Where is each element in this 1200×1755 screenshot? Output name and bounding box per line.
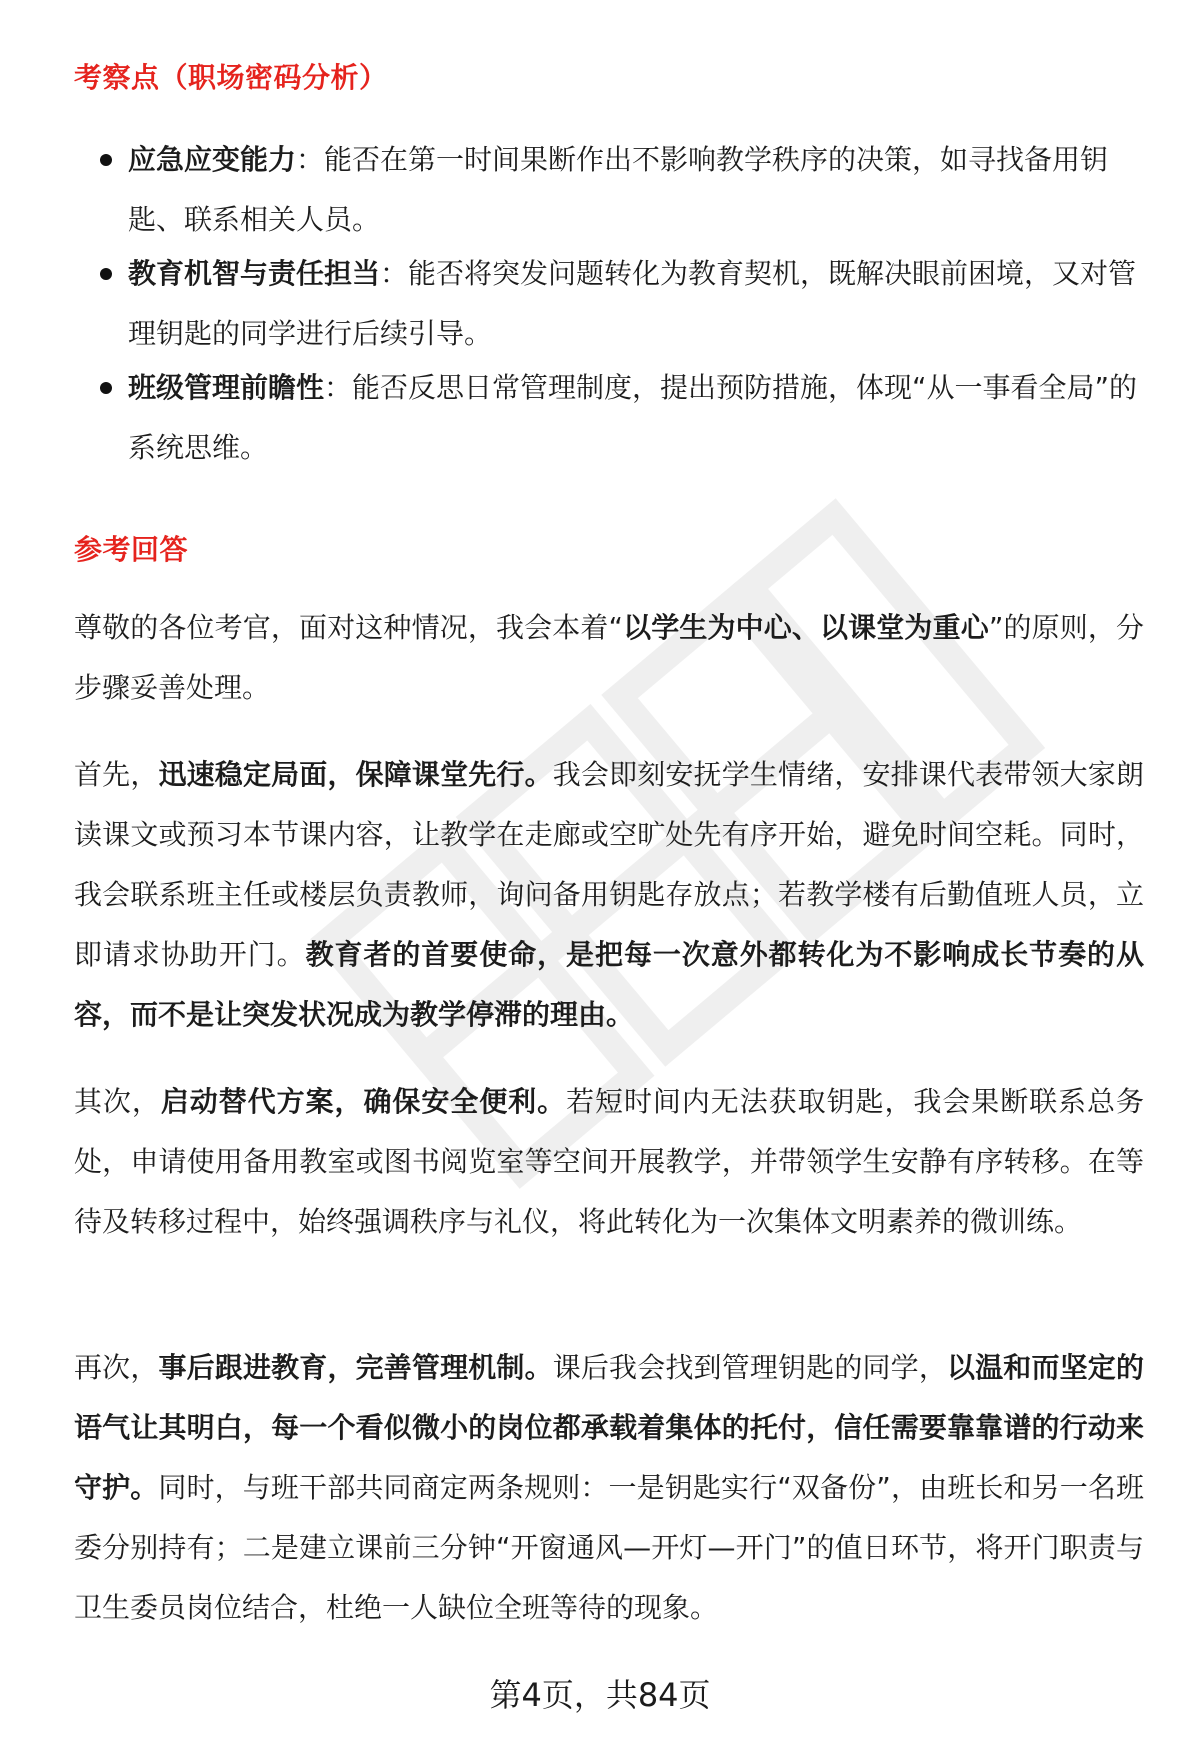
list-item <box>74 130 1144 250</box>
bullet-text: ：能否将突发问题转化为教育契机，既解决眼前困境，又对管理钥匙的同学进行后续引导。 <box>128 257 1137 350</box>
bold-text-run: 以温和而坚定的语气让其明白，每一个看似微小的岗位都承载着集体的托付，信任需要靠靠谱的行动来守护。 <box>74 1351 1144 1504</box>
text-run: ”的原则，分步骤妥善处理。 <box>74 611 1144 704</box>
text-run: 尊敬的各位考官，面对这种情况，我会本着“ <box>74 611 623 644</box>
bullet-term: 班级管理前瞻性 <box>128 371 325 404</box>
bold-text-run: 迅速稳定局面，保障课堂先行。 <box>158 758 553 791</box>
bullet-text: ：能否反思日常管理制度，提出预防措施，体现“从一事看全局”的系统思维。 <box>128 371 1138 464</box>
list-item <box>74 244 1144 364</box>
list-item <box>74 358 1144 478</box>
answer-paragraph-intro <box>74 598 1144 718</box>
bold-text-run: 以学生为中心、以课堂为重心 <box>623 611 989 644</box>
exam-points-heading: 考察点（职场密码分析） <box>74 61 388 94</box>
text-run: 首先， <box>74 758 159 791</box>
bold-text-run: 事后跟进教育，完善管理机制。 <box>158 1351 553 1384</box>
bullet-text: ：能否在第一时间果断作出不影响教学秩序的决策，如寻找备用钥匙、联系相关人员。 <box>128 143 1109 236</box>
bullet-term: 应急应变能力 <box>128 143 297 176</box>
bold-text-run: 启动替代方案，确保安全便利。 <box>160 1085 567 1118</box>
bullet-dot-icon <box>100 382 112 394</box>
answer-paragraph-second <box>74 1072 1144 1252</box>
exam-points-list <box>74 130 1144 478</box>
text-run: 若短时间内无法获取钥匙，我会果断联系总务处，申请使用备用教室或图书阅览室等空间开展教学，并带领学生安静有序转移。在等待及转移过程中，始终强调秩序与礼仪，将此转化为一次集体文明素养的微训练。 <box>74 1085 1144 1238</box>
bullet-dot-icon <box>100 268 112 280</box>
bullet-dot-icon <box>100 154 112 166</box>
answer-paragraph-first <box>74 745 1144 1045</box>
bullet-term: 教育机智与责任担当 <box>128 257 381 290</box>
text-run: 我会即刻安抚学生情绪，安排课代表带领大家朗读课文或预习本节课内容，让教学在走廊或空旷处先有序开始，避免时间空耗。同时，我会联系班主任或楼层负责教师，询问备用钥匙存放点；若教学楼有后勤值班人员，立即请求协助开门。 <box>74 758 1144 971</box>
answer-paragraph-third <box>74 1338 1144 1638</box>
bold-text-run: 教育者的首要使命，是把每一次意外都转化为不影响成长节奏的从容，而不是让突发状况成为教学停滞的理由。 <box>74 938 1144 1031</box>
text-run: 课后我会找到管理钥匙的同学， <box>552 1351 947 1384</box>
reference-answer-heading: 参考回答 <box>74 533 189 566</box>
page-number-footer: 第4页，共84页 <box>489 1676 711 1714</box>
text-run: 其次， <box>74 1085 161 1118</box>
text-run: 再次， <box>74 1351 159 1384</box>
text-run: 同时，与班干部共同商定两条规则：一是钥匙实行“双备份”，由班长和另一名班委分别持有；二是建立课前三分钟“开窗通风—开灯—开门”的值日环节，将开门职责与卫生委员岗位结合，杜绝一人缺位全班等待的现象。 <box>74 1471 1144 1624</box>
